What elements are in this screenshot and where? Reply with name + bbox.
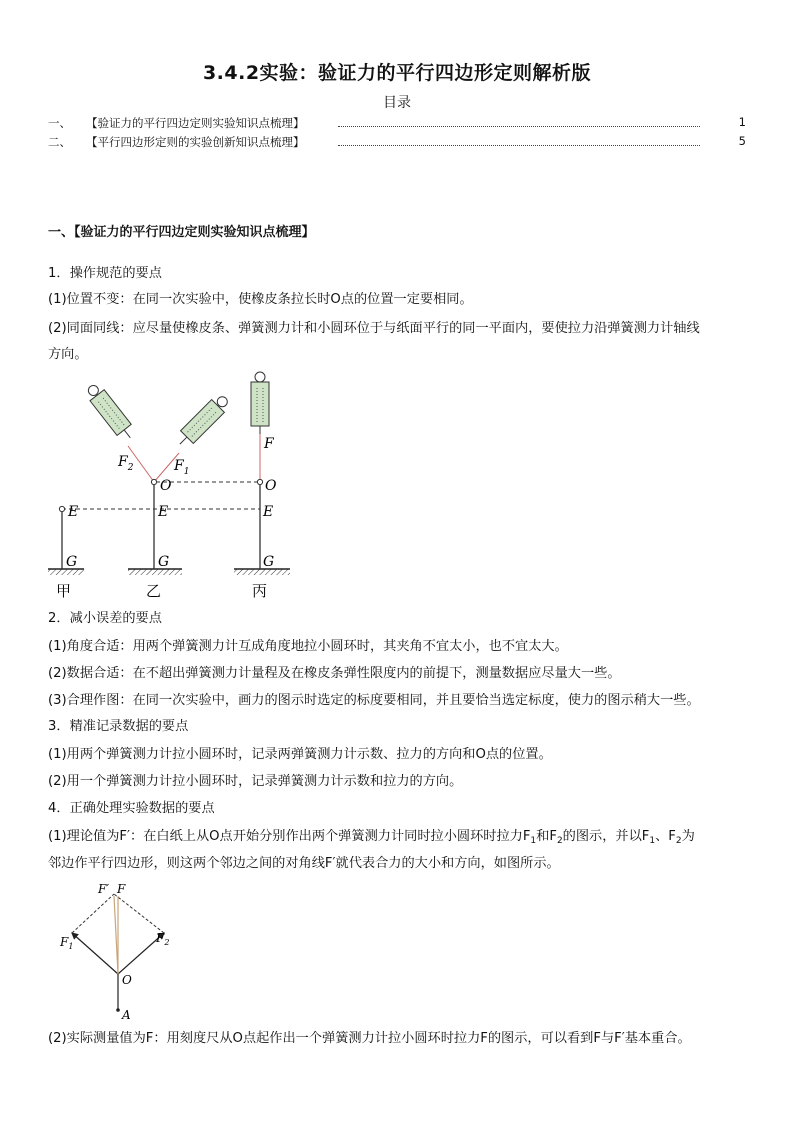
toc-entry-page: 5 — [738, 134, 746, 148]
label-g-a: G — [66, 554, 78, 570]
toc-entry-2[interactable] — [48, 134, 746, 150]
caption-a: 甲 — [56, 582, 72, 600]
label-o-c: O — [265, 478, 277, 494]
subheading-3: 3．精准记录数据的要点 — [48, 719, 189, 734]
paragraph: (2)同面同线：应尽量使橡皮条、弹簧测力计和小圆环位于与纸面平行的同一平面内，要使拉力沿弹簧测力计轴线 — [48, 321, 700, 336]
label-f1: $F_1$ — [60, 935, 74, 951]
label-f: F — [264, 436, 274, 452]
toc-entry-1[interactable] — [48, 115, 746, 131]
subheading-4: 4．正确处理实验数据的要点 — [48, 801, 215, 816]
subscript: 2 — [675, 836, 682, 846]
section-heading: 一、【验证力的平行四边定则实验知识点梳理】 — [48, 225, 315, 240]
paragraph: 方向。 — [48, 347, 88, 362]
subheading-2: 2．减小误差的要点 — [48, 611, 162, 626]
point-a — [116, 1008, 120, 1012]
toc-heading: 目录 — [383, 95, 411, 111]
toc-entry-text: 【平行四边形定则的实验创新知识点梳理】 — [86, 134, 309, 150]
spring-scale-right-icon — [173, 392, 232, 451]
ring-c — [257, 479, 262, 484]
label-o-b: O — [160, 478, 172, 494]
dashed-side-right — [114, 894, 164, 933]
caption-c: 丙 — [252, 582, 268, 600]
dashed-side-left — [72, 894, 114, 933]
paragraph — [48, 824, 748, 854]
label-f2: $F_2$ — [156, 931, 170, 947]
label-g-c: G — [263, 554, 275, 570]
label-o: O — [122, 973, 132, 987]
toc-leader-dots — [338, 126, 700, 127]
paragraph: (1)用两个弹簧测力计拉小圆环时，记录两弹簧测力计示数、拉力的方向和O点的位置。 — [48, 747, 552, 762]
paragraph: (2)实际测量值为F：用刻度尺从O点起作出一个弹簧测力计拉小圆环时拉力F的图示，可以看到F与F′基本重合。 — [48, 1031, 691, 1046]
toc-leader-dots — [338, 145, 700, 146]
paragraph: (1)角度合适：用两个弹簧测力计互成角度地拉小圆环时，其夹角不宜太小，也不宜太大。 — [48, 639, 568, 654]
ground-hatch-c — [234, 569, 290, 575]
text-run: (1)理论值为F′：在白纸上从O点开始分别作出两个弹簧测力计同时拉小圆环时拉力F — [48, 829, 531, 844]
toc-entry-number: 一、 — [48, 116, 71, 130]
label-e-a: E — [68, 504, 79, 520]
text-run: 为 — [681, 829, 695, 844]
paragraph: (2)数据合适：在不超出弹簧测力计量程及在橡皮条弹性限度内的前提下，测量数据应尽量大一些。 — [48, 666, 621, 681]
page-title: 3.4.2实验：验证力的平行四边形定则解析版 — [202, 62, 592, 84]
vector-f1 — [72, 933, 118, 974]
paragraph: (3)合理作图：在同一次实验中，画力的图示时选定的标度要相同，并且要恰当选定标度，使力的图示稍大一些。 — [48, 693, 700, 708]
label-f: F — [117, 882, 126, 896]
label-f1: $F_1$ — [174, 458, 190, 477]
toc-entry-text: 【验证力的平行四边定则实验知识点梳理】 — [86, 115, 309, 131]
spring-scale-left-icon — [83, 381, 137, 443]
label-f2: $F_2$ — [118, 454, 134, 473]
caption-b: 乙 — [146, 582, 162, 600]
label-a: A — [122, 1008, 131, 1022]
subscript: 1 — [649, 836, 656, 846]
toc-entry-page: 1 — [738, 115, 746, 129]
ring-b — [151, 479, 156, 484]
label-g-b: G — [158, 554, 170, 570]
ring-a — [59, 506, 64, 511]
paragraph: (1)位置不变：在同一次实验中，使橡皮条拉长时O点的位置一定要相同。 — [48, 292, 473, 307]
label-e-c: E — [263, 504, 274, 520]
parallelogram-figure — [56, 876, 186, 1022]
text-run: 、F — [655, 829, 676, 844]
paragraph: (2)用一个弹簧测力计拉小圆环时，记录弹簧测力计示数和拉力的方向。 — [48, 774, 463, 789]
toc-entry-number: 二、 — [48, 135, 71, 149]
subheading-1: 1．操作规范的要点 — [48, 266, 162, 281]
text-run: 的图示，并以F — [562, 829, 650, 844]
label-e-b: E — [158, 504, 169, 520]
label-f-prime: F′ — [98, 882, 110, 896]
text-run: 和F — [536, 829, 557, 844]
ground-hatch-b — [128, 569, 182, 575]
subscript: 2 — [556, 836, 563, 846]
paragraph: 邻边作平行四边形，则这两个邻边之间的对角线F′就代表合力的大小和方向，如图所示。 — [48, 856, 560, 871]
subscript: 1 — [530, 836, 537, 846]
spring-scale-vertical-icon — [251, 372, 269, 434]
experiment-setup-figure — [44, 366, 304, 604]
